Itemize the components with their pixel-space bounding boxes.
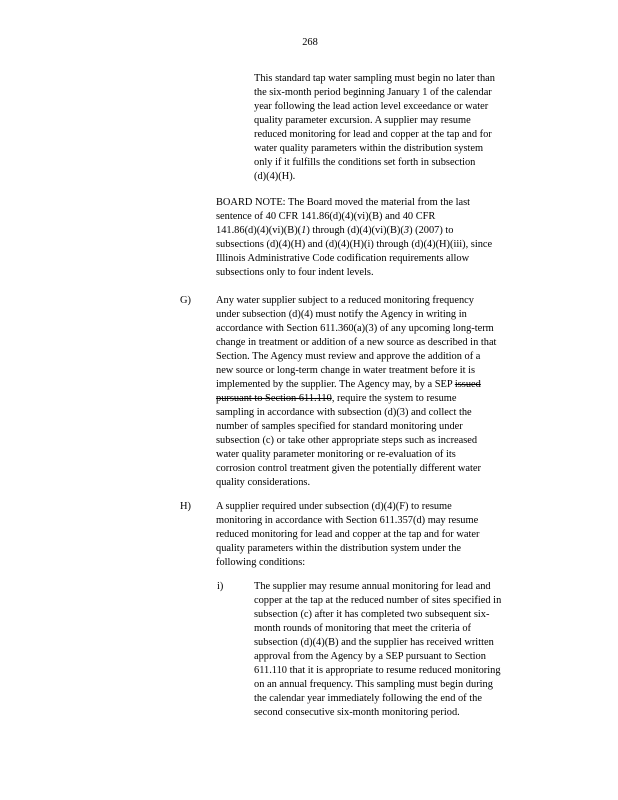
text-line: (d)(4)(H). — [254, 171, 296, 182]
text-line: year following the lead action level exceedance or water — [254, 101, 489, 112]
text-line: subsection (c) or take other appropriate steps such as increased — [216, 435, 478, 446]
page-number: 268 — [302, 37, 318, 48]
text-segment: 141.86(d)(4)(vi)(B)( — [216, 225, 302, 236]
text-line: BOARD NOTE: The Board moved the material from the last — [216, 197, 471, 208]
text-line: The supplier may resume annual monitoring for lead and — [254, 581, 491, 592]
text-segment: ) (2007) to — [409, 225, 454, 236]
text-line — [216, 378, 542, 392]
item-i-paragraph — [254, 580, 542, 720]
text-line: sentence of 40 CFR 141.86(d)(4)(vi)(B) and 40 CFR — [216, 211, 436, 222]
text-line: following conditions: — [216, 557, 306, 568]
text-line: subsections (d)(4)(H) and (d)(4)(H)(i) through (d)(4)(H)(iii), since — [216, 239, 493, 250]
text-line: reduced monitoring for lead and copper at the tap and for — [254, 129, 492, 140]
text-line — [216, 392, 542, 406]
item-label-h: H) — [180, 501, 191, 512]
text-line: month rounds of monitoring that meet the criteria of — [254, 623, 471, 634]
text-line: number of samples specified for standard monitoring under — [216, 421, 463, 432]
text-segment: ) through (d)(4)(vi)(B)( — [306, 225, 404, 236]
deleted-text: pursuant to Section 611.110 — [216, 393, 332, 404]
text-line: This standard tap water sampling must begin no later than — [254, 73, 495, 84]
text-line: quality parameters within the distribution system under the — [216, 543, 461, 554]
text-line: second consecutive six-month monitoring period. — [254, 707, 460, 718]
text-line: accordance with Section 611.360(a)(3) of any upcoming long-term — [216, 323, 494, 334]
text-line — [216, 224, 542, 238]
text-line: on an annual frequency. This sampling must begin during — [254, 679, 493, 690]
text-line: sampling in accordance with subsection (d)(3) and collect the — [216, 407, 472, 418]
text-line: water quality parameter monitoring or re-evaluation of its — [216, 449, 456, 460]
text-line: corrosion control treatment given the potentially different water — [216, 463, 481, 474]
board-note — [216, 196, 542, 280]
text-line: change in treatment or addition of a new source as described in that — [216, 337, 497, 348]
text-line: Illinois Administrative Code codification requirements allow — [216, 253, 470, 264]
italic-number: 1 — [301, 225, 307, 236]
text-line: new source or long-term change in water treatment before it is — [216, 365, 476, 376]
italic-number: 3 — [403, 225, 410, 236]
standard-sampling-paragraph — [254, 72, 536, 184]
text-line: A supplier required under subsection (d)(4)(F) to resume — [216, 501, 452, 512]
text-line: reduced monitoring for lead and copper at the tap and for water — [216, 529, 480, 540]
item-h-paragraph — [216, 500, 542, 570]
text-line: subsections only to four indent levels. — [216, 267, 374, 278]
text-line: the calendar year immediately following the end of the — [254, 693, 482, 704]
text-line: monitoring in accordance with Section 611.357(d) may resume — [216, 515, 479, 526]
text-line: copper at the tap at the reduced number of sites specified in — [254, 595, 502, 606]
text-line: water quality parameters within the distribution system — [254, 143, 484, 154]
text-line: only if it fulfills the conditions set forth in subsection — [254, 157, 476, 168]
text-line: quality considerations. — [216, 477, 311, 488]
text-segment: implemented by the supplier. The Agency may, by a SEP — [216, 379, 455, 390]
text-line: approval from the Agency by a SEP pursuant to Section — [254, 651, 486, 662]
text-line: quality parameter excursion. A supplier may resume — [254, 115, 471, 126]
text-line: under subsection (d)(4) must notify the Agency in writing in — [216, 309, 467, 320]
text-line: 611.110 that it is appropriate to resume reduced monitoring — [254, 665, 501, 676]
item-g-paragraph — [216, 294, 542, 490]
text-line: Section. The Agency must review and approve the addition of a — [216, 351, 481, 362]
text-line: Any water supplier subject to a reduced monitoring frequency — [216, 295, 474, 306]
text-segment: , require the system to resume — [331, 393, 457, 404]
text-line: subsection (d)(4)(B) and the supplier has received written — [254, 637, 494, 648]
deleted-text: issued — [454, 379, 481, 390]
text-line: the six-month period beginning January 1 of the calendar — [254, 87, 492, 98]
item-label-g: G) — [180, 295, 191, 306]
item-label-i: i) — [217, 581, 224, 592]
text-line: subsection (c) after it has completed two subsequent six- — [254, 609, 490, 620]
